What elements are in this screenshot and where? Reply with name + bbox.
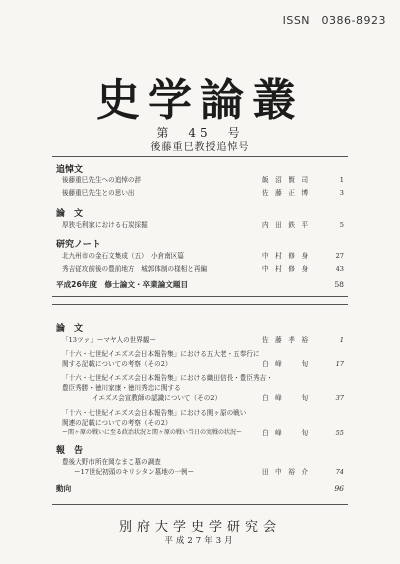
toc-entry-theses — [56, 279, 344, 291]
entry-title: 「十六・七世紀イエズス会日本報告集」における関ヶ原の戦い — [62, 409, 247, 417]
entry-title-cont: ー関ヶ原の戦いに至る政治状況と関ヶ原の戦い当日の実戦の状況ー — [62, 429, 243, 436]
toc-entry — [62, 392, 344, 404]
entry-title: 「十六・七世紀イエズス会日本報告集」における織田信長・豊臣秀吉・ — [62, 374, 273, 382]
entry-page: 3 — [339, 189, 344, 197]
entry-author: 内 田 鉄 平 — [262, 221, 309, 229]
toc-entry-doko — [56, 483, 344, 495]
entry-page: 74 — [335, 468, 344, 476]
journal-title: 史学論叢 — [96, 75, 304, 126]
publisher-name: 別府大学史学研究会 — [118, 520, 281, 535]
entry-title: 「十六・七世紀イエズス会日本報告集」における五大老・五奉行に — [62, 350, 260, 358]
entry-page: 37 — [335, 394, 344, 402]
entry-page: 1 — [339, 336, 344, 344]
toc-entry — [62, 334, 344, 346]
toc-entry — [62, 358, 344, 370]
publication-date: 平成27年3月 — [164, 536, 236, 546]
top-rule — [52, 156, 348, 157]
entry-title: 厚狭毛利家における石炭採掘 — [62, 221, 148, 229]
section-heading-note: 研究ノート — [56, 240, 101, 250]
issue-number: 第 45 号 — [156, 126, 244, 140]
entry-page: 1 — [339, 176, 344, 184]
section-heading-hokoku: 報 告 — [56, 446, 84, 456]
entry-title-cont: イエズス会宣教師の認識について（その2） — [92, 394, 222, 402]
section-heading-tsuito: 追悼文 — [56, 165, 84, 175]
entry-title-cont: 関する記載についての考察（その2） — [62, 360, 172, 368]
section-heading-doko: 動向 — [56, 484, 72, 493]
section-heading-ronbun: 論 文 — [56, 209, 84, 219]
toc-entry — [62, 219, 344, 231]
toc-entry — [62, 250, 344, 262]
toc-entry — [62, 466, 344, 478]
entry-title: 後藤重巳先生への追悼の辞 — [62, 176, 142, 184]
entry-author: 白 峰 旬 — [262, 360, 309, 368]
entry-title: 「13ツァ」ーマヤ人の世界観ー — [62, 336, 157, 344]
middle-rule-upper — [52, 296, 348, 297]
toc-entry — [62, 187, 344, 199]
entry-title: 豊後大野市所在岡なまこ墓の調査 — [62, 458, 161, 466]
entry-title: 北九州市の金石文集成（五） 小倉南区篇 — [62, 252, 184, 260]
bottom-rule — [52, 504, 348, 505]
issn-number: ISSN 0386-8923 — [282, 14, 386, 27]
section-heading-theses: 平成26年度 修士論文・卒業論文題目 — [56, 280, 189, 289]
middle-rule-lower — [52, 304, 348, 305]
entry-author: 白 峰 旬 — [262, 429, 309, 437]
entry-title: 後藤重巳先生との思い出 — [62, 189, 135, 197]
entry-author: 佐 藤 孝 裕 — [262, 336, 309, 344]
entry-page: 17 — [335, 360, 344, 368]
entry-page: 55 — [335, 429, 344, 437]
entry-page: 5 — [339, 221, 344, 229]
section-heading-ronbun-2: 論 文 — [56, 324, 84, 334]
toc-entry — [62, 263, 344, 275]
toc-entry — [62, 174, 344, 186]
entry-author: 田 中 裕 介 — [262, 468, 309, 476]
memorial-subtitle: 後藤重巳教授追悼号 — [150, 142, 250, 153]
entry-author: 中 村 修 身 — [262, 265, 309, 273]
entry-title-cont: 豊臣秀勝・徳川家康・徳川秀忠に関する — [62, 384, 181, 392]
toc-entry — [62, 427, 344, 439]
entry-author: 中 村 修 身 — [262, 252, 309, 260]
entry-page: 96 — [334, 484, 344, 493]
entry-author: 白 峰 旬 — [262, 394, 309, 402]
entry-author: 飯 沼 賢 司 — [262, 176, 309, 184]
entry-author: 佐 藤 正 博 — [262, 189, 309, 197]
entry-title-cont: ー17世紀初頭のキリシタン墓地の一例ー — [74, 468, 195, 476]
entry-title: 秀吉従攻前後の豊前地方 城郭体制の様相と再編 — [62, 265, 208, 273]
entry-page: 58 — [334, 280, 344, 289]
entry-title-cont: 関連の記載についての考察（その2） — [62, 419, 172, 427]
entry-page: 27 — [335, 252, 344, 260]
entry-page: 43 — [335, 265, 344, 273]
